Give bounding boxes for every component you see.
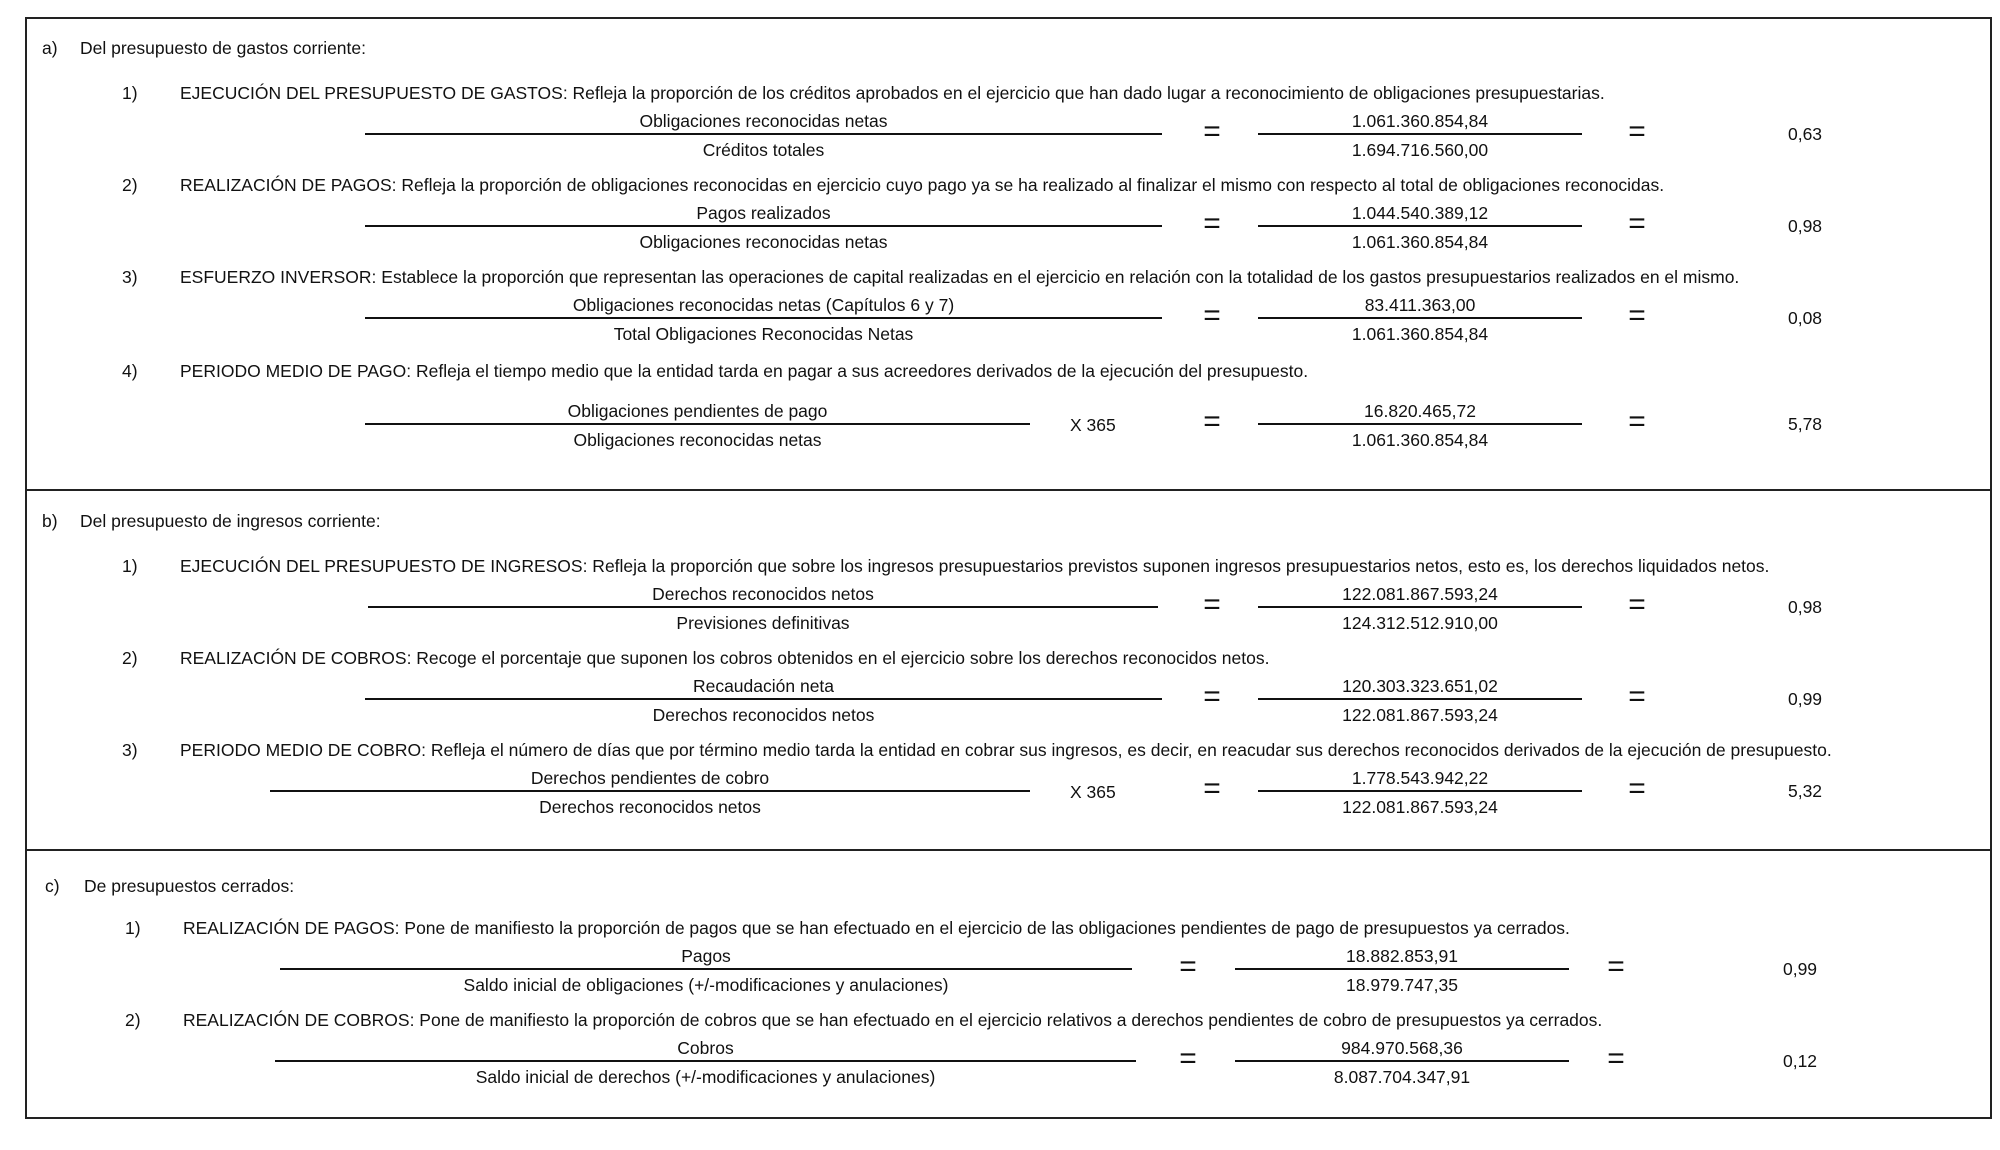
equals-sign: = <box>1203 207 1221 240</box>
denominator-label: Obligaciones reconocidas netas <box>639 232 888 252</box>
item-number: 2) <box>125 1010 141 1030</box>
fraction-line <box>365 225 1162 227</box>
equals-sign: = <box>1628 207 1646 240</box>
fraction-line <box>1258 423 1582 425</box>
fraction-line <box>1235 1060 1569 1062</box>
equals-sign: = <box>1607 950 1625 983</box>
denominator-value: 122.081.867.593,24 <box>1342 705 1498 725</box>
numerator-label: Recaudación neta <box>692 676 835 696</box>
section-letter: c) <box>45 876 60 896</box>
item-number: 2) <box>122 648 138 668</box>
item-description: EJECUCIÓN DEL PRESUPUESTO DE INGRESOS: Refleja la proporción que sobre los ingresos presupuestarios previstos suponen ingresos presupuestarios netos, esto es, los derechos liquidados netos. <box>180 556 1770 576</box>
denominator-label: Derechos reconocidos netos <box>652 705 875 725</box>
equals-sign: = <box>1628 680 1646 713</box>
fraction-line <box>270 790 1030 792</box>
fraction-line <box>275 1060 1136 1062</box>
numerator-label: Cobros <box>677 1038 734 1058</box>
numerator-label: Obligaciones reconocidas netas (Capítulos 6 y 7) <box>572 295 955 315</box>
numerator-value: 1.061.360.854,84 <box>1351 111 1489 131</box>
denominator-value: 18.979.747,35 <box>1346 975 1458 995</box>
equals-sign: = <box>1628 588 1646 621</box>
equals-sign: = <box>1203 772 1221 805</box>
numerator-value: 122.081.867.593,24 <box>1342 584 1498 604</box>
denominator-label: Total Obligaciones Reconocidas Netas <box>613 324 914 344</box>
item-description: PERIODO MEDIO DE PAGO: Refleja el tiempo medio que la entidad tarda en pagar a sus acreedores derivados de la ejecución del presupuesto. <box>180 361 1309 381</box>
denominator-value: 1.061.360.854,84 <box>1351 324 1489 344</box>
item-number: 4) <box>122 361 138 381</box>
item-description: REALIZACIÓN DE COBROS: Pone de manifiesto la proporción de cobros que se han efectuado en el ejercicio relativos a derechos pendientes de cobro de presupuestos ya cerrados. <box>183 1010 1603 1030</box>
multiplier-365: X 365 <box>1070 782 1116 802</box>
ratio-result: 5,32 <box>1787 781 1823 801</box>
fraction-line <box>1258 317 1582 319</box>
numerator-value: 1.044.540.389,12 <box>1351 203 1489 223</box>
item-number: 2) <box>122 175 138 195</box>
denominator-label: Créditos totales <box>702 140 825 160</box>
denominator-label: Derechos reconocidos netos <box>539 797 761 817</box>
numerator-value: 16.820.465,72 <box>1364 401 1476 421</box>
fraction-line <box>1258 225 1582 227</box>
denominator-value: 1.061.360.854,84 <box>1351 232 1489 252</box>
fraction-line <box>280 968 1132 970</box>
section-letter: a) <box>42 38 58 58</box>
equals-sign: = <box>1179 1042 1197 1075</box>
item-number: 3) <box>122 740 138 760</box>
ratio-result: 0,99 <box>1782 959 1818 979</box>
fraction-line <box>1258 698 1582 700</box>
equals-sign: = <box>1203 115 1221 148</box>
numerator-value: 18.882.853,91 <box>1346 946 1458 966</box>
ratio-result: 0,63 <box>1787 124 1823 144</box>
numerator-label: Derechos pendientes de cobro <box>530 768 770 788</box>
section-title: Del presupuesto de gastos corriente: <box>80 38 366 58</box>
section-letter: b) <box>42 511 58 531</box>
denominator-label: Previsiones definitivas <box>676 613 850 633</box>
item-number: 1) <box>122 556 138 576</box>
item-number: 3) <box>122 267 138 287</box>
section-title: De presupuestos cerrados: <box>84 876 295 896</box>
fraction-line <box>1258 606 1582 608</box>
item-description: REALIZACIÓN DE COBROS: Recoge el porcentaje que suponen los cobros obtenidos en el ejercicio sobre los derechos reconocidos netos. <box>180 648 1270 668</box>
fraction-line <box>365 317 1162 319</box>
item-description: REALIZACIÓN DE PAGOS: Pone de manifiesto la proporción de pagos que se han efectuado en el ejercicio de las obligaciones pendientes de pago de presupuestos ya cerrados. <box>183 918 1570 938</box>
numerator-value: 984.970.568,36 <box>1341 1038 1463 1058</box>
numerator-label: Pagos realizados <box>696 203 831 223</box>
equals-sign: = <box>1628 115 1646 148</box>
numerator-label: Pagos <box>681 946 731 966</box>
denominator-value: 122.081.867.593,24 <box>1342 797 1498 817</box>
denominator-value: 8.087.704.347,91 <box>1333 1067 1471 1087</box>
equals-sign: = <box>1628 772 1646 805</box>
numerator-label: Derechos reconocidos netos <box>652 584 874 604</box>
denominator-label: Obligaciones reconocidas netas <box>573 430 822 450</box>
fraction-line <box>368 606 1158 608</box>
denominator-value: 1.694.716.560,00 <box>1351 140 1489 160</box>
ratio-result: 0,99 <box>1787 689 1823 709</box>
fraction-line <box>365 133 1162 135</box>
section-title: Del presupuesto de ingresos corriente: <box>80 511 381 531</box>
fraction-line <box>1235 968 1569 970</box>
equals-sign: = <box>1628 405 1646 438</box>
ratio-result: 0,12 <box>1782 1051 1818 1071</box>
numerator-value: 120.303.323.651,02 <box>1342 676 1498 696</box>
fraction-line <box>1258 133 1582 135</box>
item-number: 1) <box>122 83 138 103</box>
equals-sign: = <box>1203 588 1221 621</box>
equals-sign: = <box>1203 680 1221 713</box>
equals-sign: = <box>1179 950 1197 983</box>
numerator-value: 83.411.363,00 <box>1364 295 1476 315</box>
item-description: PERIODO MEDIO DE COBRO: Refleja el número de días que por término medio tarda la entidad en cobrar sus ingresos, es decir, en reacudar sus derechos reconocidos derivados de la ejecución de presupuesto. <box>180 740 1832 760</box>
fraction-line <box>1258 790 1582 792</box>
denominator-label: Saldo inicial de derechos (+/-modificaciones y anulaciones) <box>475 1067 936 1087</box>
equals-sign: = <box>1203 299 1221 332</box>
item-description: REALIZACIÓN DE PAGOS: Refleja la proporción de obligaciones reconocidas en ejercicio cuyo pago ya se ha realizado al finalizar el mismo con respecto al total de obligaciones reconocidas. <box>180 175 1665 195</box>
ratio-result: 0,08 <box>1787 308 1823 328</box>
denominator-label: Saldo inicial de obligaciones (+/-modificaciones y anulaciones) <box>463 975 949 995</box>
ratio-result: 5,78 <box>1787 414 1823 434</box>
item-description: ESFUERZO INVERSOR: Establece la proporción que representan las operaciones de capital realizadas en el ejercicio en relación con la totalidad de los gastos presupuestarios realizados en el mismo. <box>180 267 1740 287</box>
equals-sign: = <box>1628 299 1646 332</box>
fraction-line <box>365 423 1030 425</box>
ratio-result: 0,98 <box>1787 597 1823 617</box>
equals-sign: = <box>1203 405 1221 438</box>
section-divider <box>25 849 1992 851</box>
numerator-value: 1.778.543.942,22 <box>1351 768 1489 788</box>
numerator-label: Obligaciones pendientes de pago <box>567 401 828 421</box>
section-divider <box>25 489 1992 491</box>
fraction-line <box>365 698 1162 700</box>
equals-sign: = <box>1607 1042 1625 1075</box>
item-number: 1) <box>125 918 141 938</box>
denominator-value: 124.312.512.910,00 <box>1342 613 1498 633</box>
denominator-value: 1.061.360.854,84 <box>1351 430 1489 450</box>
ratio-result: 0,98 <box>1787 216 1823 236</box>
multiplier-365: X 365 <box>1070 415 1116 435</box>
numerator-label: Obligaciones reconocidas netas <box>639 111 888 131</box>
item-description: EJECUCIÓN DEL PRESUPUESTO DE GASTOS: Refleja la proporción de los créditos aprobados en el ejercicio que han dado lugar a reconocimiento de obligaciones presupuestarias. <box>180 83 1605 103</box>
